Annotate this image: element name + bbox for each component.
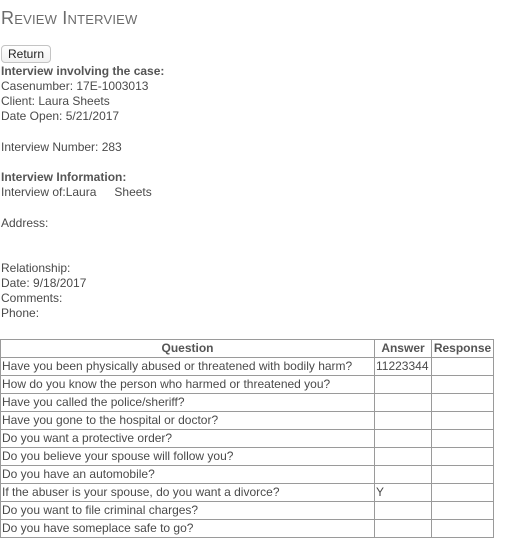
table-row xyxy=(1,376,494,394)
question-cell: How do you know the person who harmed or threatened you? xyxy=(1,376,375,394)
return-button[interactable]: Return xyxy=(1,45,51,63)
answer-cell: Y xyxy=(375,484,432,502)
address-label: Address: xyxy=(1,216,49,230)
question-cell: Have you gone to the hospital or doctor? xyxy=(1,412,375,430)
interview-of-last-name: Sheets xyxy=(114,185,152,199)
response-cell xyxy=(432,466,494,484)
interview-of xyxy=(1,185,152,200)
answer-cell: 11223344 xyxy=(375,358,432,376)
answer-cell xyxy=(375,430,432,448)
table-row xyxy=(1,502,494,520)
relationship-label: Relationship: xyxy=(1,261,71,275)
case-heading: Interview involving the case: xyxy=(1,64,165,78)
response-cell xyxy=(432,502,494,520)
response-cell xyxy=(432,412,494,430)
interview-date: Date: 9/18/2017 xyxy=(1,276,87,290)
answer-cell xyxy=(375,412,432,430)
response-cell xyxy=(432,430,494,448)
table-row xyxy=(1,466,494,484)
question-cell: Do you have an automobile? xyxy=(1,466,375,484)
answer-cell xyxy=(375,448,432,466)
table-row xyxy=(1,358,494,376)
table-header-row xyxy=(1,340,494,358)
answer-cell xyxy=(375,520,432,538)
table-row xyxy=(1,430,494,448)
question-cell: Do you believe your spouse will follow you? xyxy=(1,448,375,466)
question-cell: If the abuser is your spouse, do you want a divorce? xyxy=(1,484,375,502)
response-cell xyxy=(432,484,494,502)
question-cell: Have you been physically abused or threatened with bodily harm? xyxy=(1,358,375,376)
table-row xyxy=(1,520,494,538)
table-row xyxy=(1,484,494,502)
page-title: Review Interview xyxy=(1,8,138,28)
date-open: Date Open: 5/21/2017 xyxy=(1,109,120,123)
client-name: Client: Laura Sheets xyxy=(1,94,110,108)
table-row xyxy=(1,394,494,412)
response-column-header: Response xyxy=(432,340,494,358)
response-cell xyxy=(432,376,494,394)
table-row xyxy=(1,412,494,430)
answer-cell xyxy=(375,466,432,484)
answer-cell xyxy=(375,502,432,520)
response-cell xyxy=(432,448,494,466)
answer-cell xyxy=(375,394,432,412)
answer-column-header: Answer xyxy=(375,340,432,358)
response-cell xyxy=(432,358,494,376)
comments-label: Comments: xyxy=(1,291,63,305)
question-column-header: Question xyxy=(1,340,375,358)
table-row xyxy=(1,448,494,466)
question-cell: Do you have someplace safe to go? xyxy=(1,520,375,538)
question-cell: Have you called the police/sheriff? xyxy=(1,394,375,412)
questions-table xyxy=(0,339,494,538)
interview-of-label: Interview of: xyxy=(1,185,66,199)
response-cell xyxy=(432,520,494,538)
question-cell: Do you want to file criminal charges? xyxy=(1,502,375,520)
interview-info-heading: Interview Information: xyxy=(1,170,127,184)
case-number: Casenumber: 17E-1003013 xyxy=(1,79,149,93)
answer-cell xyxy=(375,376,432,394)
phone-label: Phone: xyxy=(1,306,40,320)
interview-of-first-name: Laura xyxy=(65,185,97,199)
response-cell xyxy=(432,394,494,412)
interview-number: Interview Number: 283 xyxy=(1,140,122,154)
question-cell: Do you want a protective order? xyxy=(1,430,375,448)
